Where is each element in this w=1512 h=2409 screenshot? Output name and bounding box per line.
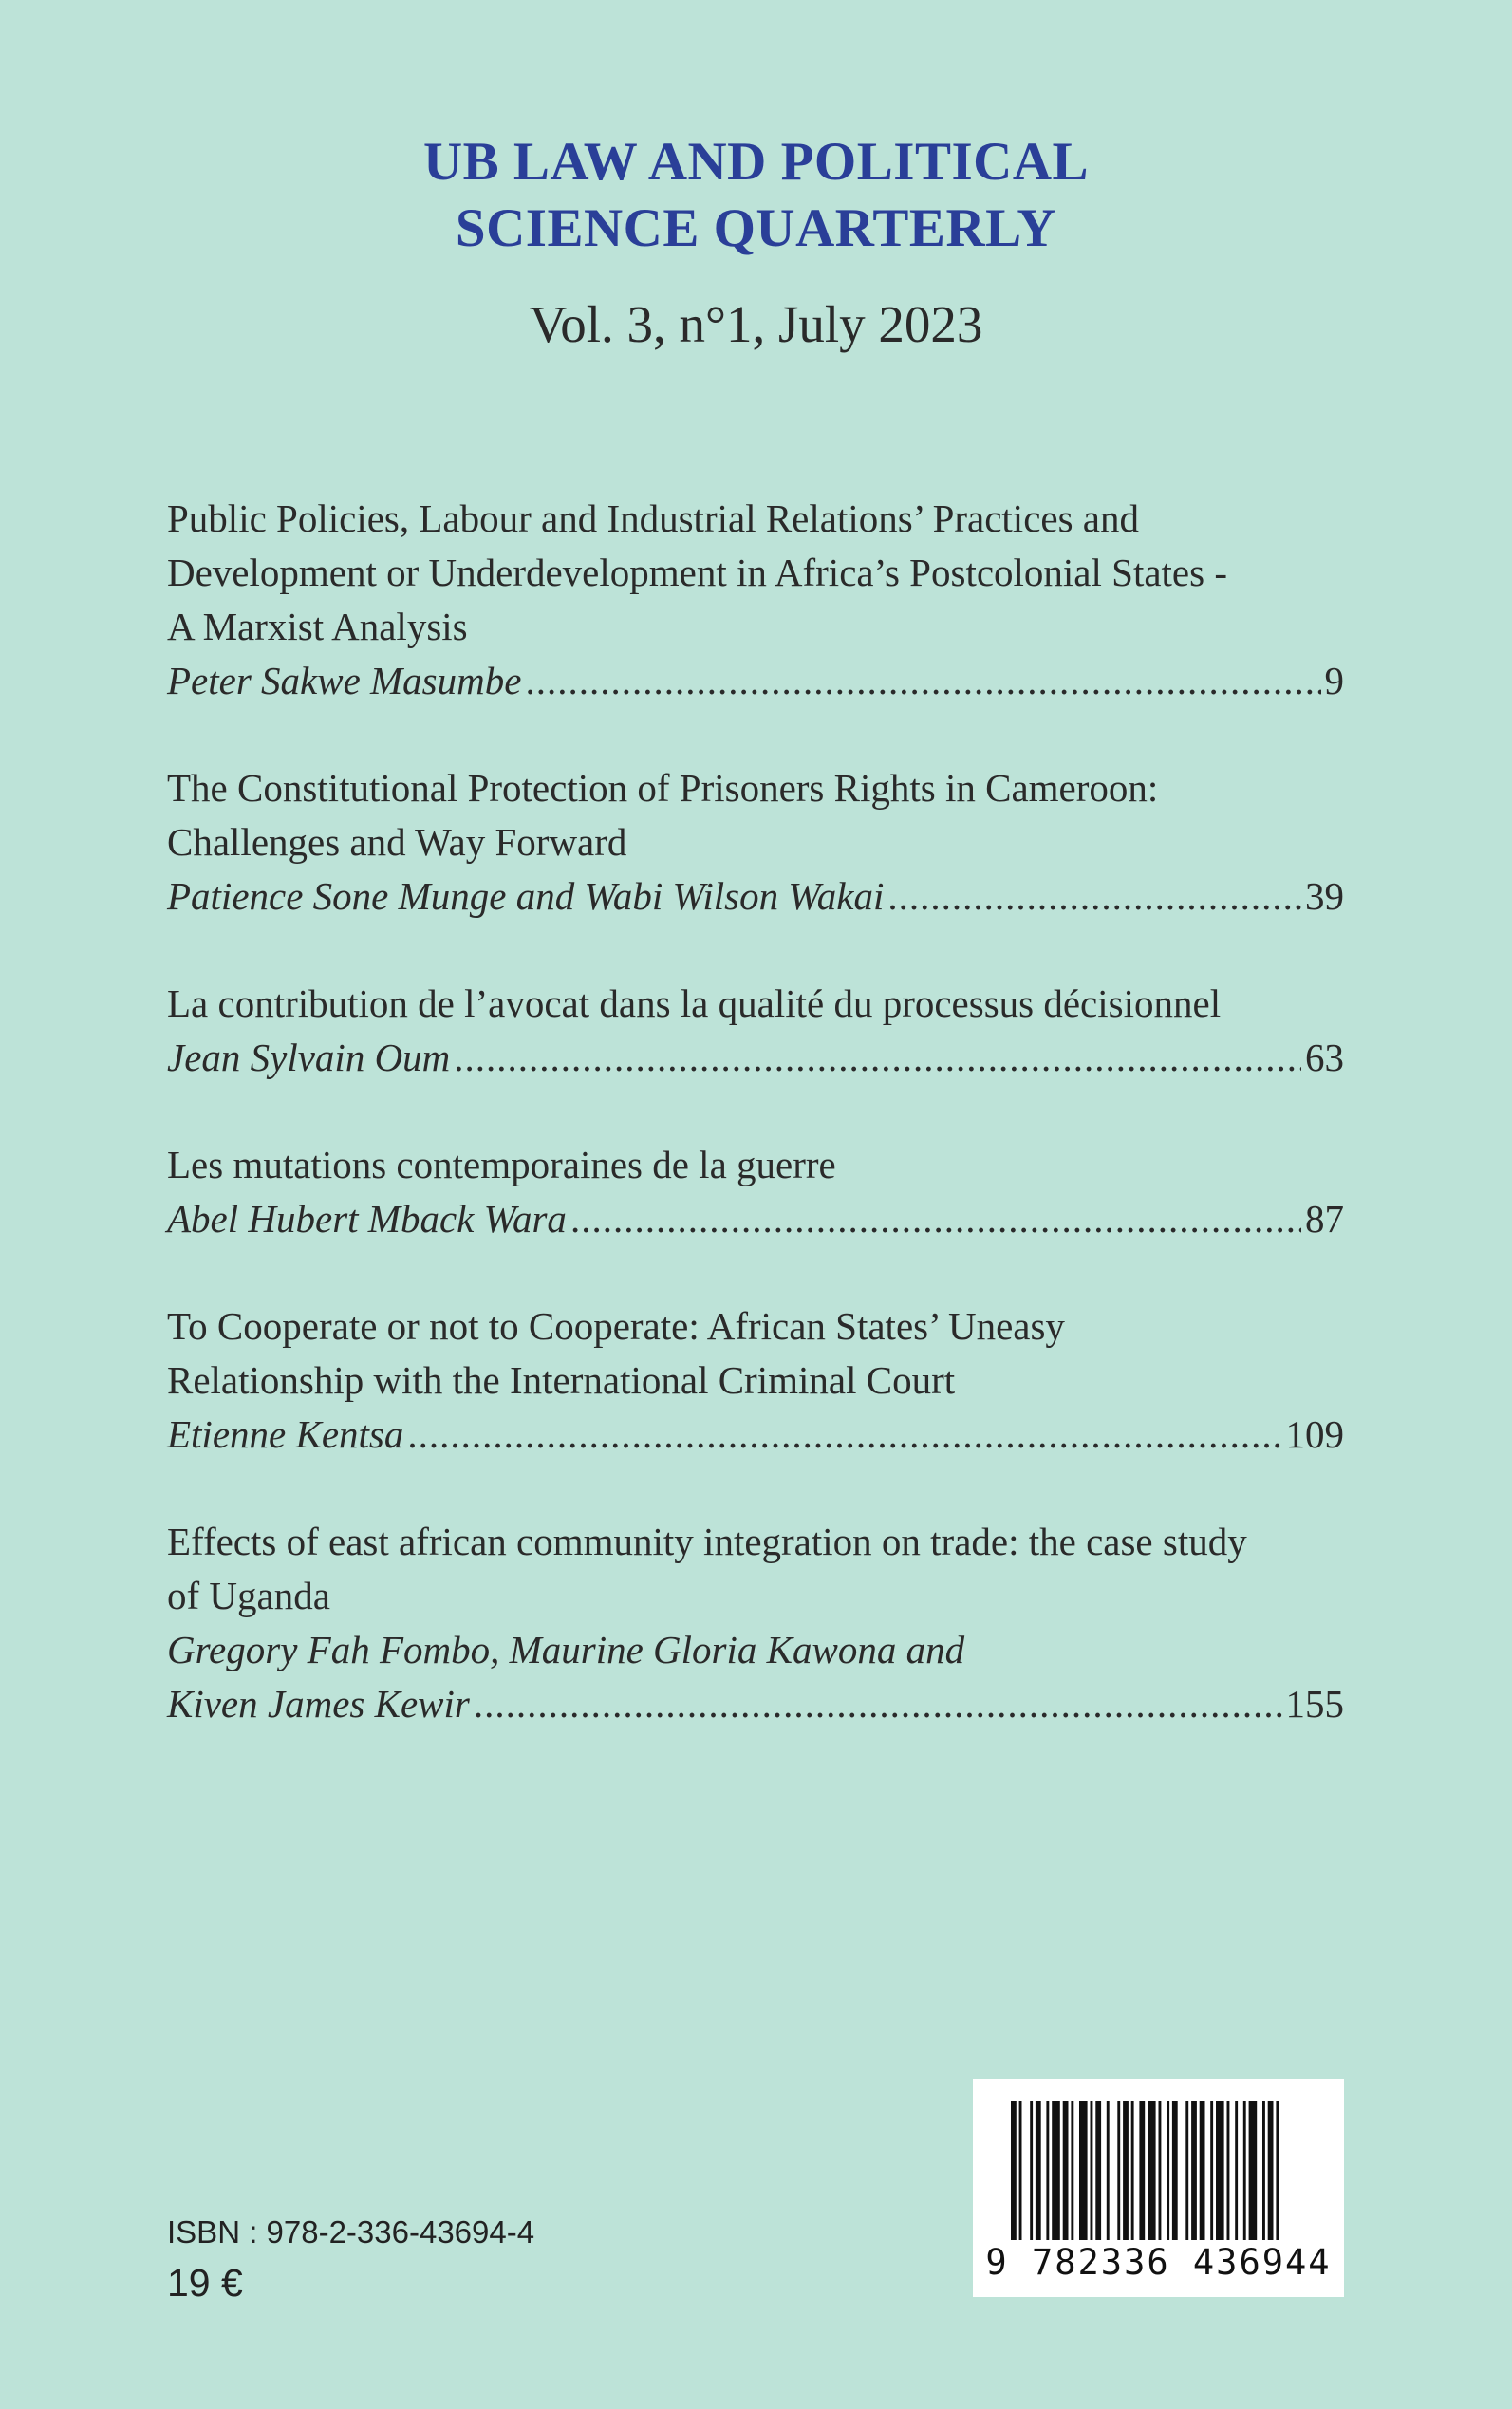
volume-info: Vol. 3, n°1, July 2023: [529, 295, 983, 353]
barcode-bar: [1200, 2101, 1205, 2240]
barcode-bar: [1131, 2101, 1134, 2240]
dot-leader: [407, 1408, 1281, 1462]
barcode-bar: [1243, 2101, 1246, 2240]
author-page-row: [167, 654, 1344, 708]
toc-entry: [167, 492, 1344, 708]
journal-title-line-1: UB LAW AND POLITICAL: [422, 132, 1089, 192]
dot-leader: [454, 1031, 1301, 1085]
page-number: 39: [1305, 874, 1344, 918]
article-title-line: Effects of east african community integration on trade: the case study: [167, 1520, 1247, 1563]
page-number: 9: [1324, 659, 1344, 702]
barcode-bar: [1235, 2101, 1238, 2240]
barcode-bar: [1276, 2101, 1279, 2240]
dot-leader: [525, 654, 1320, 708]
barcode-bar: [1019, 2101, 1022, 2240]
page-number: 109: [1285, 1412, 1344, 1456]
barcode-bar: [1063, 2101, 1069, 2240]
barcode-bar: [1210, 2101, 1213, 2240]
barcode-bar: [1185, 2101, 1188, 2240]
dot-leader: [570, 1192, 1301, 1246]
barcode-bar: [1262, 2101, 1265, 2240]
article-title-line: Development or Underdevelopment in Africa’s Postcolonial States -: [167, 551, 1227, 594]
table-of-contents: [167, 492, 1344, 1784]
barcode-bar: [1091, 2101, 1093, 2240]
barcode-bar: [1036, 2101, 1041, 2240]
barcode-bar: [1030, 2101, 1033, 2240]
article-author: Etienne Kentsa: [167, 1412, 404, 1456]
toc-entry: [167, 1299, 1344, 1462]
dot-leader: [474, 1677, 1282, 1731]
article-author: Peter Sakwe Masumbe: [167, 659, 522, 702]
article-title-line: To Cooperate or not to Cooperate: African States’ Uneasy: [167, 1304, 1065, 1348]
article-title-line: The Constitutional Protection of Prisoners Rights in Cameroon:: [167, 766, 1159, 810]
barcode-bar: [1148, 2101, 1156, 2240]
isbn: ISBN : 978-2-336-43694-4: [167, 2214, 535, 2250]
barcode-bar: [1159, 2101, 1162, 2240]
barcode-bars: [973, 2079, 1344, 2250]
toc-entry: [167, 1515, 1344, 1731]
toc-entry: [167, 761, 1344, 924]
barcode-bar: [1095, 2101, 1101, 2240]
barcode-bar: [1216, 2101, 1224, 2240]
barcode: [973, 2079, 1344, 2297]
article-author: Kiven James Kewir: [167, 1682, 470, 1726]
journal-title: [0, 129, 1512, 262]
barcode-bar: [1117, 2101, 1120, 2240]
article-title-line: Public Policies, Labour and Industrial Relations’ Practices and: [167, 496, 1139, 540]
barcode-bar: [1191, 2101, 1197, 2240]
author-page-row: [167, 1031, 1344, 1085]
article-title-line: of Uganda: [167, 1574, 330, 1617]
barcode-bar: [1167, 2101, 1169, 2240]
article-author: Abel Hubert Mback Wara: [167, 1197, 567, 1241]
article-author: Jean Sylvain Oum: [167, 1036, 451, 1079]
price: 19 €: [167, 2261, 243, 2305]
article-title-line: Challenges and Way Forward: [167, 820, 627, 864]
author-page-row: [167, 1192, 1344, 1246]
barcode-bar: [1079, 2101, 1088, 2240]
barcode-bar: [1249, 2101, 1258, 2240]
barcode-bar: [1071, 2101, 1073, 2240]
barcode-bar: [1268, 2101, 1274, 2240]
barcode-bar: [1052, 2101, 1060, 2240]
barcode-bar: [1227, 2101, 1230, 2240]
barcode-bar: [1172, 2101, 1178, 2240]
barcode-bar: [1011, 2101, 1017, 2240]
author-page-row: [167, 1408, 1344, 1462]
article-title-line: La contribution de l’avocat dans la qualité du processus décisionnel: [167, 981, 1222, 1025]
barcode-bar: [1107, 2101, 1110, 2240]
toc-entry: [167, 977, 1344, 1085]
barcode-bar: [1139, 2101, 1145, 2240]
author-page-row: [167, 869, 1344, 924]
article-title-line: A Marxist Analysis: [167, 605, 468, 648]
article-author-line: Gregory Fah Fombo, Maurine Gloria Kawona and: [167, 1628, 965, 1671]
author-page-row: [167, 1677, 1344, 1731]
barcode-digits: 9 782336 436944: [985, 2242, 1332, 2283]
barcode-bar: [1123, 2101, 1129, 2240]
dot-leader: [887, 869, 1301, 924]
page-number: 87: [1305, 1197, 1344, 1241]
article-title-line: Relationship with the International Criminal Court: [167, 1358, 956, 1402]
barcode-bar: [1046, 2101, 1049, 2240]
article-title-line: Les mutations contemporaines de la guerre: [167, 1143, 836, 1186]
page-number: 155: [1285, 1682, 1344, 1726]
article-author: Patience Sone Munge and Wabi Wilson Wakai: [167, 874, 885, 918]
journal-title-line-2: SCIENCE QUARTERLY: [455, 198, 1057, 258]
page-number: 63: [1305, 1036, 1344, 1079]
toc-entry: [167, 1138, 1344, 1246]
